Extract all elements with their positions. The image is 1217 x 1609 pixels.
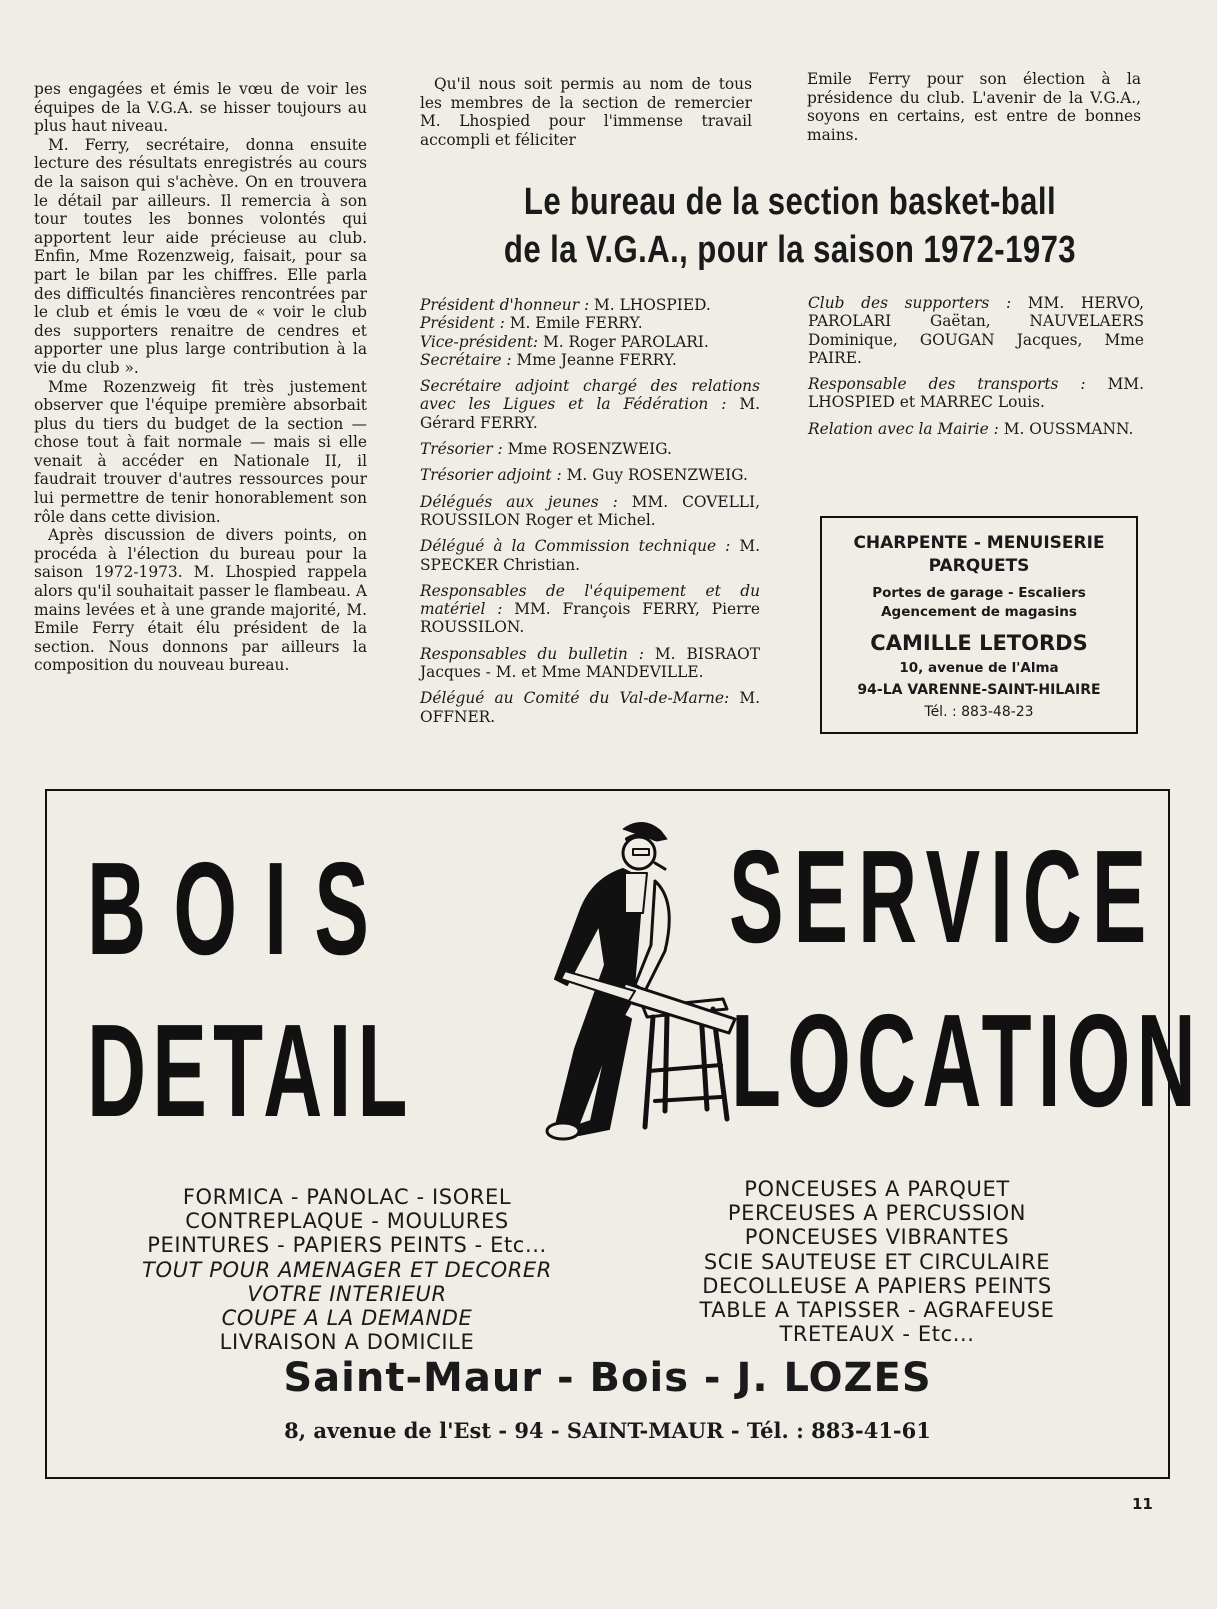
roster-names: MM. LHOSPIED et MARREC Louis. [808, 375, 1144, 412]
roster-entry [420, 466, 760, 484]
ad-headline: CHARPENTE - MENUISERIE [853, 533, 1105, 553]
rental-line: PONCEUSES A PARQUET [744, 1177, 1010, 1201]
roster-entry [420, 296, 760, 314]
roster-entry [420, 314, 760, 332]
roster-role: Secrétaire adjoint chargé des relations avec les Ligues et la Fédération : [420, 377, 760, 414]
roster-role: Trésorier adjoint : [420, 466, 562, 485]
roster-entry [420, 493, 760, 530]
roster-names: M. Guy ROSENZWEIG. [566, 466, 748, 485]
roster-entry [420, 440, 760, 458]
ad-big-word-location: LOCATION [731, 987, 1202, 1134]
roster-names: M. SPECKER Christian. [420, 537, 760, 574]
ad-service-line: Portes de garage - Escaliers [872, 585, 1086, 601]
roster-entry [420, 645, 760, 682]
rental-line: PONCEUSES VIBRANTES [744, 1225, 1010, 1250]
ad-address: 10, avenue de l'Alma [899, 660, 1059, 676]
rental-line: TABLE A TAPISSER - AGRAFEUSE [699, 1298, 1055, 1323]
product-line: COUPE A LA DEMANDE [221, 1306, 473, 1331]
ad-big-word-service: SERVICE [729, 823, 1157, 970]
ad-big-word-bois: BOIS [87, 835, 397, 982]
roster-entry [420, 582, 760, 637]
ad-services [822, 584, 1136, 622]
rental-list [642, 1177, 1112, 1346]
roster-names: M. OUSSMANN. [1003, 419, 1134, 438]
roster-entry [420, 351, 760, 369]
ad-headline: PARQUETS [928, 556, 1030, 576]
roster-names: MM. COVELLI, ROUSSILON Roger et Michel. [420, 492, 760, 529]
charpente-advertisement [820, 516, 1138, 734]
product-line: TOUT POUR AMENAGER ET DECORER [142, 1257, 552, 1282]
roster-role: Responsable des transports : [808, 375, 1086, 394]
title-line: Le bureau de la section basket-ball [523, 181, 1057, 223]
product-line: FORMICA - PANOLAC - ISOREL [182, 1185, 512, 1209]
ad-service-line: Agencement de magasins [881, 604, 1077, 620]
roster-names: Mme ROSENZWEIG. [507, 440, 672, 459]
roster-entry [420, 689, 760, 726]
article-paragraph: Après discussion de divers points, on procéda à l'élection du bureau pour la saison 1972-1973. M. Lhospied rappela alors qu'il souhaitait passer le flambeau. A mains levées et à une grande majorité, M. Emile Ferry était élu président de la section. Nous donnons par ailleurs la composition du nouveau bureau. [34, 526, 367, 675]
roster-role: Vice-président: [420, 332, 539, 351]
roster-names: M. LHOSPIED. [594, 296, 711, 314]
ad-company-name: CAMILLE LETORDS [870, 631, 1088, 655]
roster-entry [420, 537, 760, 574]
rental-line: DECOLLEUSE A PAPIERS PEINTS [702, 1273, 1052, 1298]
roster-role: Club des supporters : [808, 294, 1012, 312]
title-line: de la V.G.A., pour la saison 1972-1973 [503, 229, 1077, 271]
product-line: LIVRAISON A DOMICILE [219, 1330, 475, 1355]
roster-role: Responsables du bulletin : [420, 644, 644, 663]
ad-address: 94-LA VARENNE-SAINT-HILAIRE [857, 682, 1101, 698]
roster-role: Président : [420, 314, 505, 333]
roster-names: M. BISRAOT Jacques - M. et Mme MANDEVILLE. [420, 644, 761, 682]
roster-names: M. OFFNER. [420, 689, 760, 726]
roster-role: Délégué au Comité du Val-de-Marne: [420, 689, 730, 708]
bois-service-advertisement [45, 789, 1202, 1479]
roster-entry [808, 420, 1144, 438]
roster-role: Secrétaire : [420, 350, 512, 369]
article-paragraph: M. Ferry, secrétaire, donna ensuite lecture des résultats enregistrés au cours de la saison qui s'achève. On en trouvera le détail par ailleurs. Il remercia à son tour toutes les bonnes volontés qui apportent leur aide précieuse au club. Enfin, Mme Rozenzweig, faisait, pour sa part le bilan par les chiffres. Elle parla des difficultés financières rencontrées par le club et émis le vœu de « voir le club des supporters renaitre de cendres et apporter une plus large contribution à la vie du club ». [34, 135, 367, 377]
products-list [87, 1185, 607, 1354]
roster-entry [420, 377, 760, 432]
article-column-middle [420, 75, 752, 149]
roster-role: Trésorier : [420, 440, 503, 459]
roster-entry [808, 294, 1144, 367]
roster-entry [420, 333, 760, 351]
article-paragraph: Emile Ferry pour son élection à la présidence du club. L'avenir de la V.G.A., soyons en certains, est entre de bonnes mains. [807, 70, 1141, 144]
article-column-left [34, 80, 367, 675]
section-title [487, 178, 1094, 274]
roster-names: M. Gérard FERRY. [420, 395, 760, 432]
roster-role: Responsables de l'équipement et du matériel : [420, 581, 760, 619]
rental-line: PERCEUSES A PERCUSSION [727, 1201, 1027, 1226]
roster-names: MM. François FERRY, Pierre ROUSSILON. [420, 600, 760, 637]
product-line: PEINTURES - PAPIERS PEINTS - Etc... [147, 1233, 547, 1258]
roster-list-right [808, 294, 1144, 446]
roster-role: Relation avec la Mairie : [808, 419, 999, 438]
product-line: CONTREPLAQUE - MOULURES [185, 1209, 509, 1234]
article-paragraph: Mme Rozenzweig fit très justement observer que l'équipe première absorbait plus du tiers du budget de la section — chose tout à fait normale — mais si elle venait à accéder en Nationale II, il faudrait trouver d'autres ressources pour lui permettre de tenir honorablement son rôle dans cette division. [34, 377, 367, 526]
roster-role: Délégué à la Commission technique : [420, 537, 731, 556]
roster-role: Président d'honneur : [420, 296, 590, 314]
rental-line: TRETEAUX - Etc... [779, 1322, 975, 1347]
article-paragraph: Qu'il nous soit permis au nom de tous les membres de la section de remercier M. Lhospied pour l'immense travail accompli et féliciter [420, 75, 752, 149]
ad-phone: Tél. : 883-48-23 [924, 704, 1034, 720]
roster-entry [808, 375, 1144, 412]
ad-big-word-detail: DETAIL [87, 997, 414, 1144]
roster-names: M. Emile FERRY. [509, 314, 643, 333]
rental-line: SCIE SAUTEUSE ET CIRCULAIRE [703, 1249, 1051, 1274]
page-number: 11 [1132, 1495, 1153, 1513]
article-column-right [807, 70, 1141, 144]
roster-names: M. Roger PAROLARI. [542, 332, 709, 351]
roster-names: MM. HERVO, PAROLARI Gaëtan, NAUVELAERS Dominique, GOUGAN Jacques, Mme PAIRE. [808, 294, 1144, 367]
product-line: VOTRE INTERIEUR [247, 1281, 447, 1306]
carpenter-illustration [505, 811, 755, 1151]
article-paragraph: pes engagées et émis le vœu de voir les équipes de la V.G.A. se hisser toujours au plus haut niveau. [34, 80, 367, 136]
ad-address: 8, avenue de l'Est - 94 - SAINT-MAUR - Tél. : 883-41-61 [284, 1418, 931, 1443]
ad-company-name: Saint-Maur - Bois - J. LOZES [283, 1355, 932, 1401]
roster-role: Délégués aux jeunes : [420, 492, 618, 511]
roster-names: Mme Jeanne FERRY. [516, 350, 677, 369]
roster-list-left [420, 296, 760, 734]
